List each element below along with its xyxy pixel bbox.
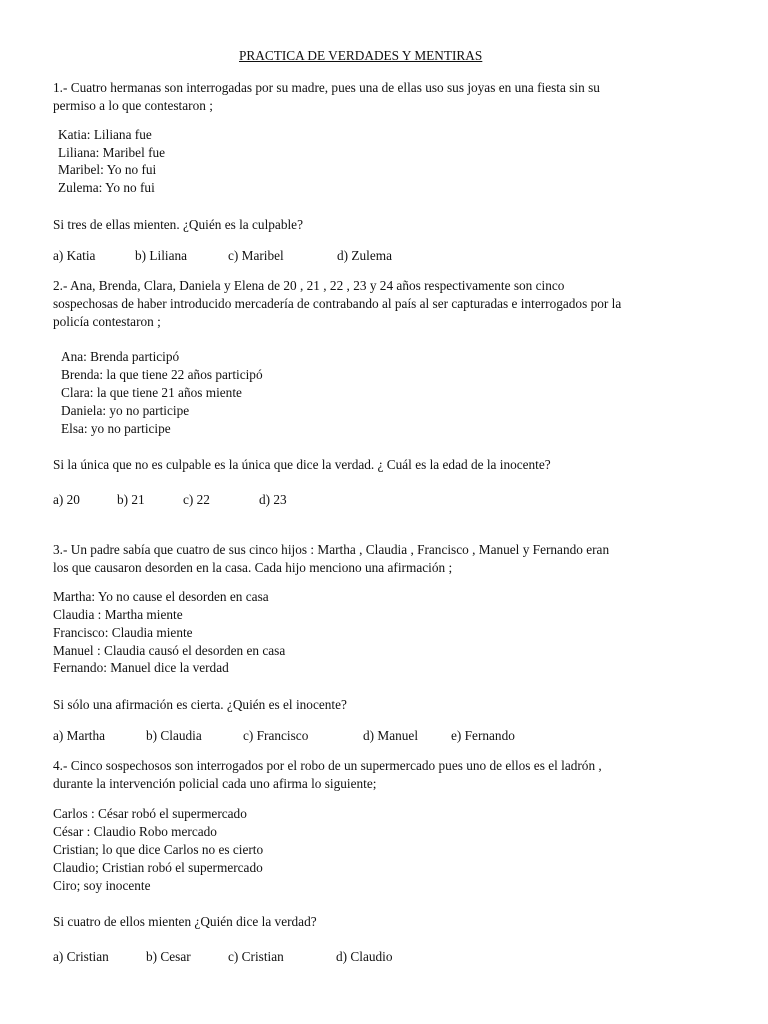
q1-statement: Zulema: Yo no fui [58,180,155,195]
q4-option-b: b) Cesar [146,949,191,964]
q4-statement: César : Claudio Robo mercado [53,824,217,839]
q4-option-d: d) Claudio [336,949,393,964]
q3-option-e: e) Fernando [451,728,515,743]
q2-option-d: d) 23 [259,492,287,507]
q4-statement: Carlos : César robó el supermercado [53,806,247,821]
q4-question: Si cuatro de ellos mienten ¿Quién dice la verdad? [53,914,317,929]
q2-statement: Daniela: yo no participe [61,403,190,418]
q4-intro-line: durante la intervención policial cada uno afirma lo siguiente; [53,776,377,791]
q3-question: Si sólo una afirmación es cierta. ¿Quién es el inocente? [53,697,347,712]
q4-statement: Cristian; lo que dice Carlos no es cierto [53,842,264,857]
q2-option-a: a) 20 [53,492,80,507]
q3-option-d: d) Manuel [363,728,419,743]
q1-option-d: d) Zulema [337,248,393,263]
q1-intro-line: 1.- Cuatro hermanas son interrogadas por su madre, pues una de ellas uso sus joyas en una fiesta sin su [53,80,600,95]
q4-option-c: c) Cristian [228,949,284,964]
q2-intro-line: policía contestaron ; [53,314,161,329]
q4-statement: Claudio; Cristian robó el supermercado [53,860,263,875]
q3-option-b: b) Claudia [146,728,202,743]
q4-option-a: a) Cristian [53,949,109,964]
q2-statement: Ana: Brenda participó [61,349,180,364]
q1-option-c: c) Maribel [228,248,284,263]
q3-statement: Francisco: Claudia miente [53,625,193,640]
q2-question: Si la única que no es culpable es la única que dice la verdad. ¿ Cuál es la edad de la inocente? [53,457,551,472]
q2-statement: Elsa: yo no participe [61,421,171,436]
q3-statement: Fernando: Manuel dice la verdad [53,660,229,675]
q3-intro-line: 3.- Un padre sabía que cuatro de sus cinco hijos : Martha , Claudia , Francisco , Manuel y Fernando eran [53,542,610,557]
q3-statement: Claudia : Martha miente [53,607,183,622]
q3-intro-line: los que causaron desorden en la casa. Cada hijo menciono una afirmación ; [53,560,453,575]
q1-intro-line: permiso a lo que contestaron ; [53,98,213,113]
q1-statement: Maribel: Yo no fui [58,162,157,177]
page-title: PRACTICA DE VERDADES Y MENTIRAS [239,48,483,63]
q1-statement: Katia: Liliana fue [58,127,152,142]
q3-option-c: c) Francisco [243,728,309,743]
q3-statement: Martha: Yo no cause el desorden en casa [53,589,269,604]
q1-option-a: a) Katia [53,248,96,263]
q4-intro-line: 4.- Cinco sospechosos son interrogados por el robo de un supermercado pues uno de ellos es el ladrón , [53,758,602,773]
q3-statement: Manuel : Claudia causó el desorden en casa [53,643,286,658]
q2-intro-line: sospechosas de haber introducido mercadería de contrabando al país al ser capturadas e interrogados por la [53,296,622,311]
q2-statement: Clara: la que tiene 21 años miente [61,385,242,400]
q2-option-c: c) 22 [183,492,210,507]
q4-statement: Ciro; soy inocente [53,878,151,893]
q2-option-b: b) 21 [117,492,145,507]
q1-question: Si tres de ellas mienten. ¿Quién es la culpable? [53,217,303,232]
q2-statement: Brenda: la que tiene 22 años participó [61,367,263,382]
q1-option-b: b) Liliana [135,248,188,263]
q1-statement: Liliana: Maribel fue [58,145,166,160]
q2-intro-line: 2.- Ana, Brenda, Clara, Daniela y Elena de 20 , 21 , 22 , 23 y 24 años respectivamente son cinco [53,278,565,293]
q3-option-a: a) Martha [53,728,106,743]
